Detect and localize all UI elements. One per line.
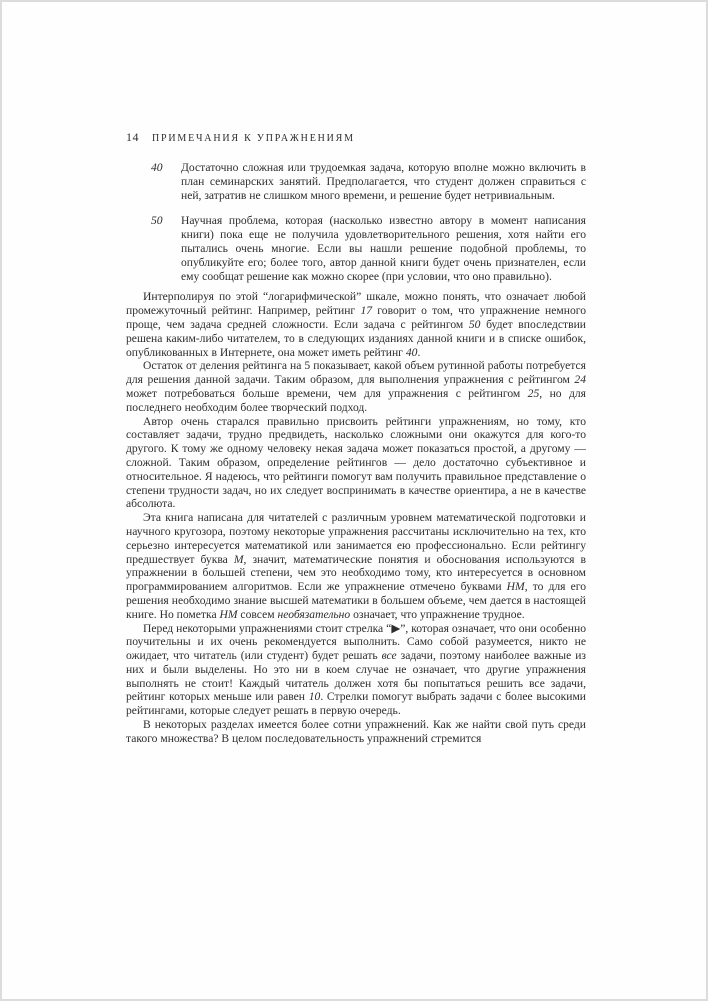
italic-text: необязательно bbox=[277, 607, 351, 621]
italic-text: HM bbox=[219, 607, 238, 621]
text-run: означает, что упражнение трудное. bbox=[350, 607, 525, 621]
text-run: может потребоваться больше времени, чем для упражнения с рейтингом bbox=[126, 386, 528, 400]
italic-text: 17 bbox=[360, 304, 373, 318]
text-run: , то для его решения необходимо знание высшей математики в большем объеме, чем дается в настоящей книге. Но пометка bbox=[126, 580, 586, 621]
text-run: задачи, поэтому наиболее важные из них и были выделены. Но это ни в коем случае не означает, что другие упражнения выполнять не стоит! Каждый читатель должен хотя бы попытаться решить все задачи, рейтинг которых меньше или равен bbox=[126, 649, 586, 704]
italic-text: 25 bbox=[527, 386, 540, 400]
text-run: Научная проблема, которая (насколько известно автору в момент написания книги) пока еще не получила удовлетворительного решения, хотя найти его пытались очень многие. Если вы нашли решение подобной проблемы, то опубликуйте его; более того, автор данной книги будет очень признателен, если ему сообщат решение как можно скорее (при условии, что оно правильно). bbox=[181, 214, 586, 283]
body-paragraphs bbox=[126, 290, 586, 745]
text-run: , но для последнего необходим более творческий подход. bbox=[126, 386, 586, 414]
page-number: 14 bbox=[126, 130, 139, 144]
rating-text bbox=[181, 161, 586, 202]
italic-text: 40 bbox=[405, 345, 418, 359]
running-head bbox=[126, 130, 586, 145]
italic-text: HM bbox=[506, 580, 525, 594]
text-run: совсем bbox=[237, 607, 278, 621]
text-run: , значит, математические понятия и обоснования используются в упражнении в большей степени, чем это необходимо тому, кто интересуется в основном программированием алгоритмов. Если же упражнение отмечено буквами bbox=[126, 552, 586, 594]
paragraph bbox=[126, 415, 586, 512]
paragraph bbox=[126, 290, 586, 359]
page-content bbox=[126, 130, 586, 746]
text-run: Перед некоторыми упражнениями стоит стрелка “▶”, которая означает, что они особенно поучительны и их очень рекомендуется выполнить. Само собой разумеется, никто не ожидает, что читатель (или студент) будет решать bbox=[126, 621, 586, 663]
italic-text: 50 bbox=[468, 317, 481, 331]
text-run: . bbox=[417, 345, 421, 359]
rating-list bbox=[126, 161, 586, 283]
text-run: будет впоследствии решена каким-либо читателем, то в следующих изданиях данной книги и в списке ошибок, опубликованных в Интернете, она может иметь рейтинг bbox=[126, 317, 586, 359]
italic-text: все bbox=[381, 649, 397, 663]
text-run: Автор очень старался правильно присвоить рейтинги упражнениям, но тому, кто составляет задачи, трудно предвидеть, насколько сложными они окажутся для кого-то другого. К тому же одному человеку некая задача может показаться простой, а другому — сложной. Таким образом, определение рейтингов — дело достаточно субъективное и относительное. Я надеюсь, что рейтинги помогут вам получить правильное представление о степени трудности задач, но их следует воспринимать в качестве ориентира, а не в качестве абсолюта. bbox=[126, 414, 586, 511]
paragraph bbox=[126, 511, 586, 621]
italic-text: 10 bbox=[308, 690, 321, 704]
text-run: В некоторых разделах имеется более сотни упражнений. Как же найти свой путь среди такого множества? В целом последовательность упражнений стремится bbox=[126, 718, 586, 745]
running-title: ПРИМЕЧАНИЯ К УПРАЖНЕНИЯМ bbox=[152, 133, 355, 144]
text-run: . Стрелки помогут выбрать задачи с более высокими рейтингами, которые следует решать в первую очередь. bbox=[126, 690, 586, 718]
paragraph bbox=[126, 359, 586, 414]
paragraph bbox=[126, 718, 586, 746]
rating-number: 40 bbox=[151, 161, 163, 174]
italic-text: 24 bbox=[574, 373, 586, 387]
rating-number: 50 bbox=[151, 214, 163, 228]
paragraph bbox=[126, 622, 586, 719]
text-run: Эта книга написана для читателей с различным уровнем математической подготовки и научного кругозора, поэтому некоторые упражнения рассчитаны исключительно на тех, кто серьезно интересуется математикой или занимается ею профессионально. Если рейтингу предшествует буква bbox=[126, 511, 586, 566]
text-run: Интерполируя по этой “логарифмической” шкале, можно понять, что означает любой промежуточный рейтинг. Например, рейтинг bbox=[126, 290, 586, 318]
rating-item bbox=[126, 214, 586, 283]
rating-text bbox=[181, 214, 586, 283]
text-run: Достаточно сложная или трудоемкая задача, которую вполне можно включить в план семинарских занятий. Предполагается, что студент должен справиться с ней, затратив не слишком много времени, и решение будет нетривиальным. bbox=[181, 161, 586, 202]
italic-text: M bbox=[233, 552, 244, 566]
text-run: Остаток от деления рейтинга на 5 показывает, какой объем рутинной работы потребуется для решения данной задачи. Таким образом, для выполнения упражнения с рейтингом bbox=[126, 359, 586, 387]
text-run: говорит о том, что упражнение немного проще, чем задача средней сложности. Если задача с рейтингом bbox=[126, 304, 587, 331]
rating-item bbox=[126, 161, 586, 202]
